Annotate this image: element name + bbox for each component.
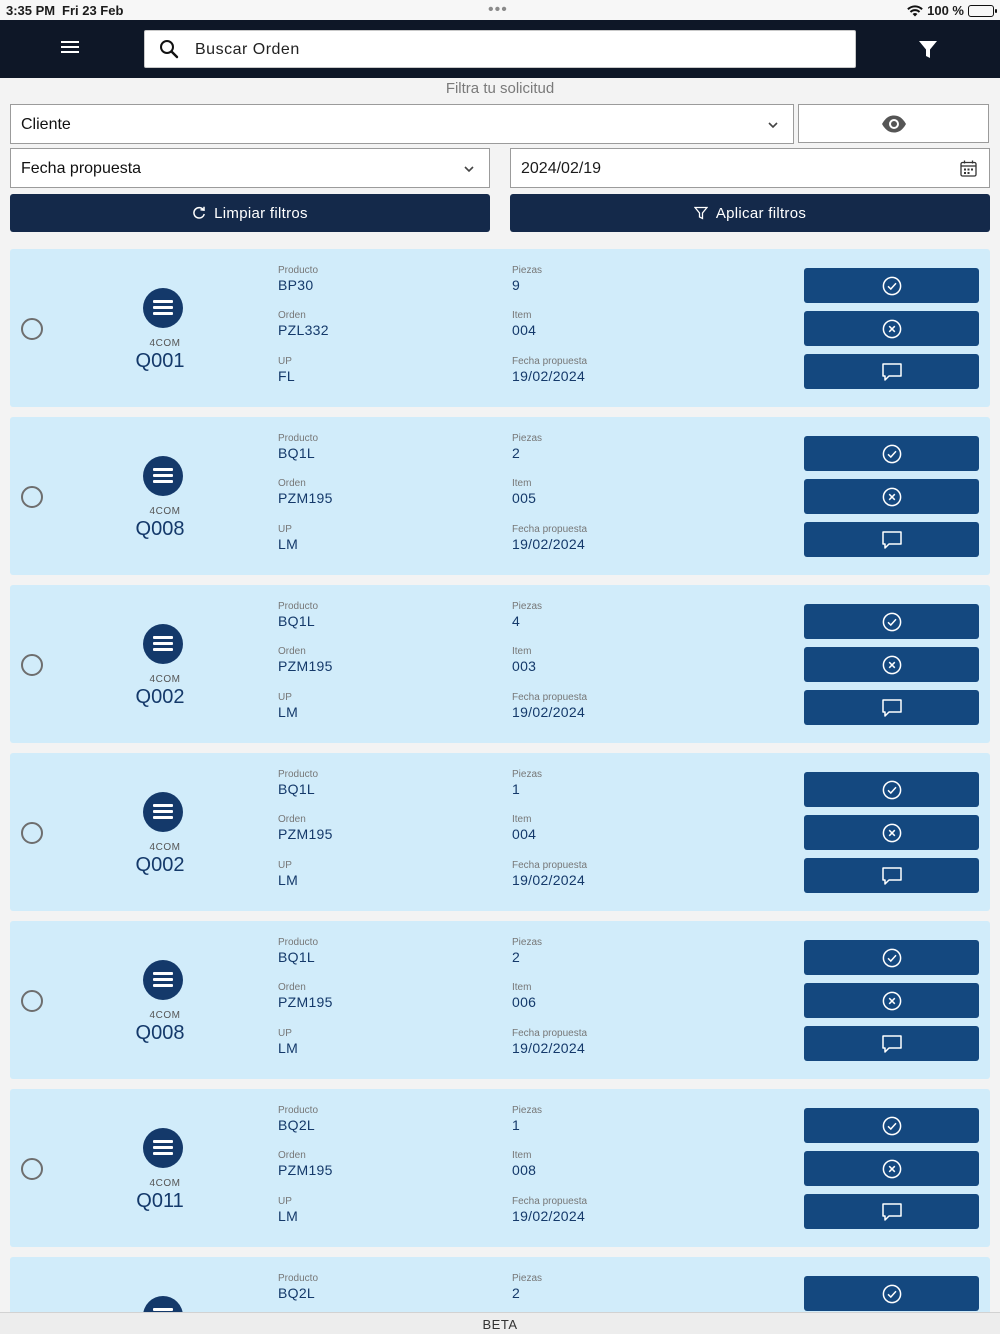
status-indicators — [907, 3, 994, 18]
comment-button[interactable] — [804, 690, 979, 725]
filters-title: Filtra tu solicitud — [445, 80, 555, 97]
order-label: Orden — [278, 814, 306, 825]
proposed-date-value: 19/02/2024 — [512, 1040, 586, 1056]
product-value: BQ1L — [278, 949, 315, 965]
pieces-value: 2 — [512, 1285, 521, 1301]
item-value: 004 — [512, 322, 537, 338]
comment-icon — [881, 530, 903, 550]
order-value: PZM195 — [278, 1162, 333, 1178]
proposed-date-label: Fecha propuesta — [512, 1196, 588, 1207]
chevron-down-icon — [463, 163, 475, 175]
item-value: 006 — [512, 994, 537, 1010]
list-avatar-icon — [143, 624, 183, 664]
order-label: Orden — [278, 982, 306, 993]
company-label: 4COM — [149, 674, 181, 685]
battery-percent: 100 % — [927, 3, 964, 18]
product-label: Producto — [278, 265, 319, 276]
up-label: UP — [278, 692, 292, 703]
date-value: 2024/02/19 — [521, 160, 602, 177]
order-card — [10, 249, 990, 407]
up-label: UP — [278, 524, 292, 535]
check-circle-icon — [882, 276, 902, 296]
pieces-label: Piezas — [512, 1105, 543, 1116]
close-circle-icon — [882, 319, 902, 339]
comment-button[interactable] — [804, 1194, 979, 1229]
comment-button[interactable] — [804, 522, 979, 557]
order-list — [10, 249, 990, 1312]
comment-button[interactable] — [804, 1026, 979, 1061]
product-label: Producto — [278, 601, 319, 612]
item-value: 005 — [512, 490, 537, 506]
select-radio[interactable] — [21, 990, 43, 1012]
product-value: BQ1L — [278, 445, 315, 461]
search-placeholder: Buscar Orden — [195, 41, 300, 58]
select-radio[interactable] — [21, 318, 43, 340]
item-label: Item — [512, 982, 532, 993]
pieces-value: 4 — [512, 613, 521, 629]
company-label: 4COM — [149, 338, 181, 349]
proposed-date-value: 19/02/2024 — [512, 368, 586, 384]
close-circle-icon — [882, 823, 902, 843]
order-value: PZM195 — [278, 490, 333, 506]
clear-filters-label: Limpiar filtros — [214, 204, 308, 222]
status-date: Fri 23 Feb — [62, 3, 124, 18]
company-label: 4COM — [149, 842, 181, 853]
up-label: UP — [278, 1028, 292, 1039]
close-circle-icon — [882, 487, 902, 507]
order-code: Q001 — [135, 350, 185, 372]
product-label: Producto — [278, 433, 319, 444]
reject-button[interactable] — [804, 647, 979, 682]
list-avatar-icon — [143, 1128, 183, 1168]
order-code: Q008 — [135, 1022, 185, 1044]
order-code: Q002 — [135, 854, 185, 876]
item-label: Item — [512, 646, 532, 657]
company-label: 4COM — [149, 1178, 181, 1189]
product-label: Producto — [278, 769, 319, 780]
up-value: LM — [278, 872, 299, 888]
check-circle-icon — [882, 1284, 902, 1304]
client-select-label: Cliente — [21, 116, 71, 133]
up-value: LM — [278, 536, 299, 552]
comment-button[interactable] — [804, 858, 979, 893]
item-label: Item — [512, 814, 532, 825]
search-input[interactable] — [144, 30, 856, 68]
up-label: UP — [278, 860, 292, 871]
product-value: BQ1L — [278, 781, 315, 797]
approve-button[interactable] — [804, 604, 979, 639]
pieces-value: 1 — [512, 781, 521, 797]
product-value: BQ2L — [278, 1117, 315, 1133]
clear-filters-button[interactable] — [10, 194, 490, 232]
comment-button[interactable] — [804, 354, 979, 389]
battery-icon — [968, 5, 994, 17]
approve-button[interactable] — [804, 940, 979, 975]
pieces-label: Piezas — [512, 433, 543, 444]
pieces-value: 9 — [512, 277, 521, 293]
date-type-select[interactable] — [10, 148, 490, 188]
list-avatar-icon — [143, 288, 183, 328]
list-avatar-icon — [143, 456, 183, 496]
check-circle-icon — [882, 612, 902, 632]
visibility-toggle-button[interactable] — [798, 104, 989, 143]
comment-icon — [881, 698, 903, 718]
pieces-value: 2 — [512, 445, 521, 461]
pieces-label: Piezas — [512, 1273, 543, 1284]
wifi-icon — [907, 5, 923, 17]
status-bar — [0, 0, 1000, 20]
proposed-date-label: Fecha propuesta — [512, 524, 588, 535]
item-label: Item — [512, 478, 532, 489]
hamburger-menu-icon[interactable] — [56, 38, 84, 60]
item-value: 008 — [512, 1162, 537, 1178]
order-card — [10, 1257, 990, 1312]
close-circle-icon — [882, 1159, 902, 1179]
select-radio[interactable] — [21, 822, 43, 844]
order-value: PZM195 — [278, 658, 333, 674]
reject-button[interactable] — [804, 815, 979, 850]
order-value: PZM195 — [278, 994, 333, 1010]
order-card — [10, 1089, 990, 1247]
order-card — [10, 585, 990, 743]
pieces-label: Piezas — [512, 769, 543, 780]
product-value: BQ1L — [278, 613, 315, 629]
apply-filters-button[interactable] — [510, 194, 990, 232]
calendar-icon — [960, 160, 977, 177]
close-circle-icon — [882, 991, 902, 1011]
proposed-date-label: Fecha propuesta — [512, 692, 588, 703]
client-select[interactable] — [10, 104, 794, 144]
reject-button[interactable] — [804, 311, 979, 346]
check-circle-icon — [882, 780, 902, 800]
filter-icon[interactable] — [916, 38, 940, 62]
order-code: Q002 — [135, 686, 185, 708]
up-label: UP — [278, 356, 292, 367]
order-label: Orden — [278, 310, 306, 321]
item-label: Item — [512, 1150, 532, 1161]
pieces-value: 1 — [512, 1117, 521, 1133]
date-type-select-label: Fecha propuesta — [21, 160, 142, 177]
list-avatar-icon — [143, 960, 183, 1000]
item-label: Item — [512, 310, 532, 321]
approve-button[interactable] — [804, 268, 979, 303]
reject-button[interactable] — [804, 1151, 979, 1186]
check-circle-icon — [882, 444, 902, 464]
item-value: 003 — [512, 658, 537, 674]
product-label: Producto — [278, 1273, 319, 1284]
proposed-date-value: 19/02/2024 — [512, 1208, 586, 1224]
order-label: Orden — [278, 646, 306, 657]
proposed-date-label: Fecha propuesta — [512, 860, 588, 871]
up-value: FL — [278, 368, 295, 384]
item-value: 004 — [512, 826, 537, 842]
eye-icon — [881, 114, 907, 134]
order-value: PZL332 — [278, 322, 329, 338]
up-value: LM — [278, 1040, 299, 1056]
approve-button[interactable] — [804, 772, 979, 807]
comment-icon — [881, 362, 903, 382]
up-value: LM — [278, 704, 299, 720]
apply-filters-label: Aplicar filtros — [715, 204, 807, 222]
list-avatar-icon — [143, 1296, 183, 1312]
approve-button[interactable] — [804, 436, 979, 471]
pieces-label: Piezas — [512, 265, 543, 276]
search-icon — [159, 39, 179, 59]
proposed-date-value: 19/02/2024 — [512, 536, 586, 552]
proposed-date-value: 19/02/2024 — [512, 704, 586, 720]
select-radio[interactable] — [21, 654, 43, 676]
proposed-date-label: Fecha propuesta — [512, 1028, 588, 1039]
check-circle-icon — [882, 1116, 902, 1136]
reject-button[interactable] — [804, 479, 979, 514]
select-radio[interactable] — [21, 486, 43, 508]
proposed-date-value: 19/02/2024 — [512, 872, 586, 888]
comment-icon — [881, 1034, 903, 1054]
product-label: Producto — [278, 1105, 319, 1116]
order-value: PZM195 — [278, 826, 333, 842]
approve-button[interactable] — [804, 1108, 979, 1143]
order-code: Q008 — [135, 518, 185, 540]
order-code: Q011 — [136, 1190, 184, 1212]
order-card — [10, 753, 990, 911]
order-card — [10, 921, 990, 1079]
select-radio[interactable] — [21, 1158, 43, 1180]
pieces-label: Piezas — [512, 601, 543, 612]
order-label: Orden — [278, 478, 306, 489]
order-label: Orden — [278, 1150, 306, 1161]
company-label: 4COM — [149, 506, 181, 517]
product-value: BQ2L — [278, 1285, 315, 1301]
approve-button[interactable] — [804, 1276, 979, 1311]
reject-button[interactable] — [804, 983, 979, 1018]
order-card — [10, 417, 990, 575]
proposed-date-label: Fecha propuesta — [512, 356, 588, 367]
multitasking-dots-icon[interactable]: ••• — [488, 1, 508, 18]
product-label: Producto — [278, 937, 319, 948]
company-label: 4COM — [149, 1010, 181, 1021]
comment-icon — [881, 1202, 903, 1222]
chevron-down-icon — [767, 119, 779, 131]
list-avatar-icon — [143, 792, 183, 832]
date-field[interactable] — [510, 148, 990, 188]
comment-icon — [881, 866, 903, 886]
close-circle-icon — [882, 655, 902, 675]
footer-label: BETA — [0, 1312, 1000, 1334]
product-value: BP30 — [278, 277, 314, 293]
top-app-bar — [0, 20, 1000, 78]
status-time: 3:35 PM — [6, 3, 56, 18]
pieces-value: 2 — [512, 949, 521, 965]
check-circle-icon — [882, 948, 902, 968]
up-value: LM — [278, 1208, 299, 1224]
funnel-icon — [694, 206, 708, 220]
pieces-label: Piezas — [512, 937, 543, 948]
up-label: UP — [278, 1196, 292, 1207]
refresh-icon — [192, 206, 206, 220]
